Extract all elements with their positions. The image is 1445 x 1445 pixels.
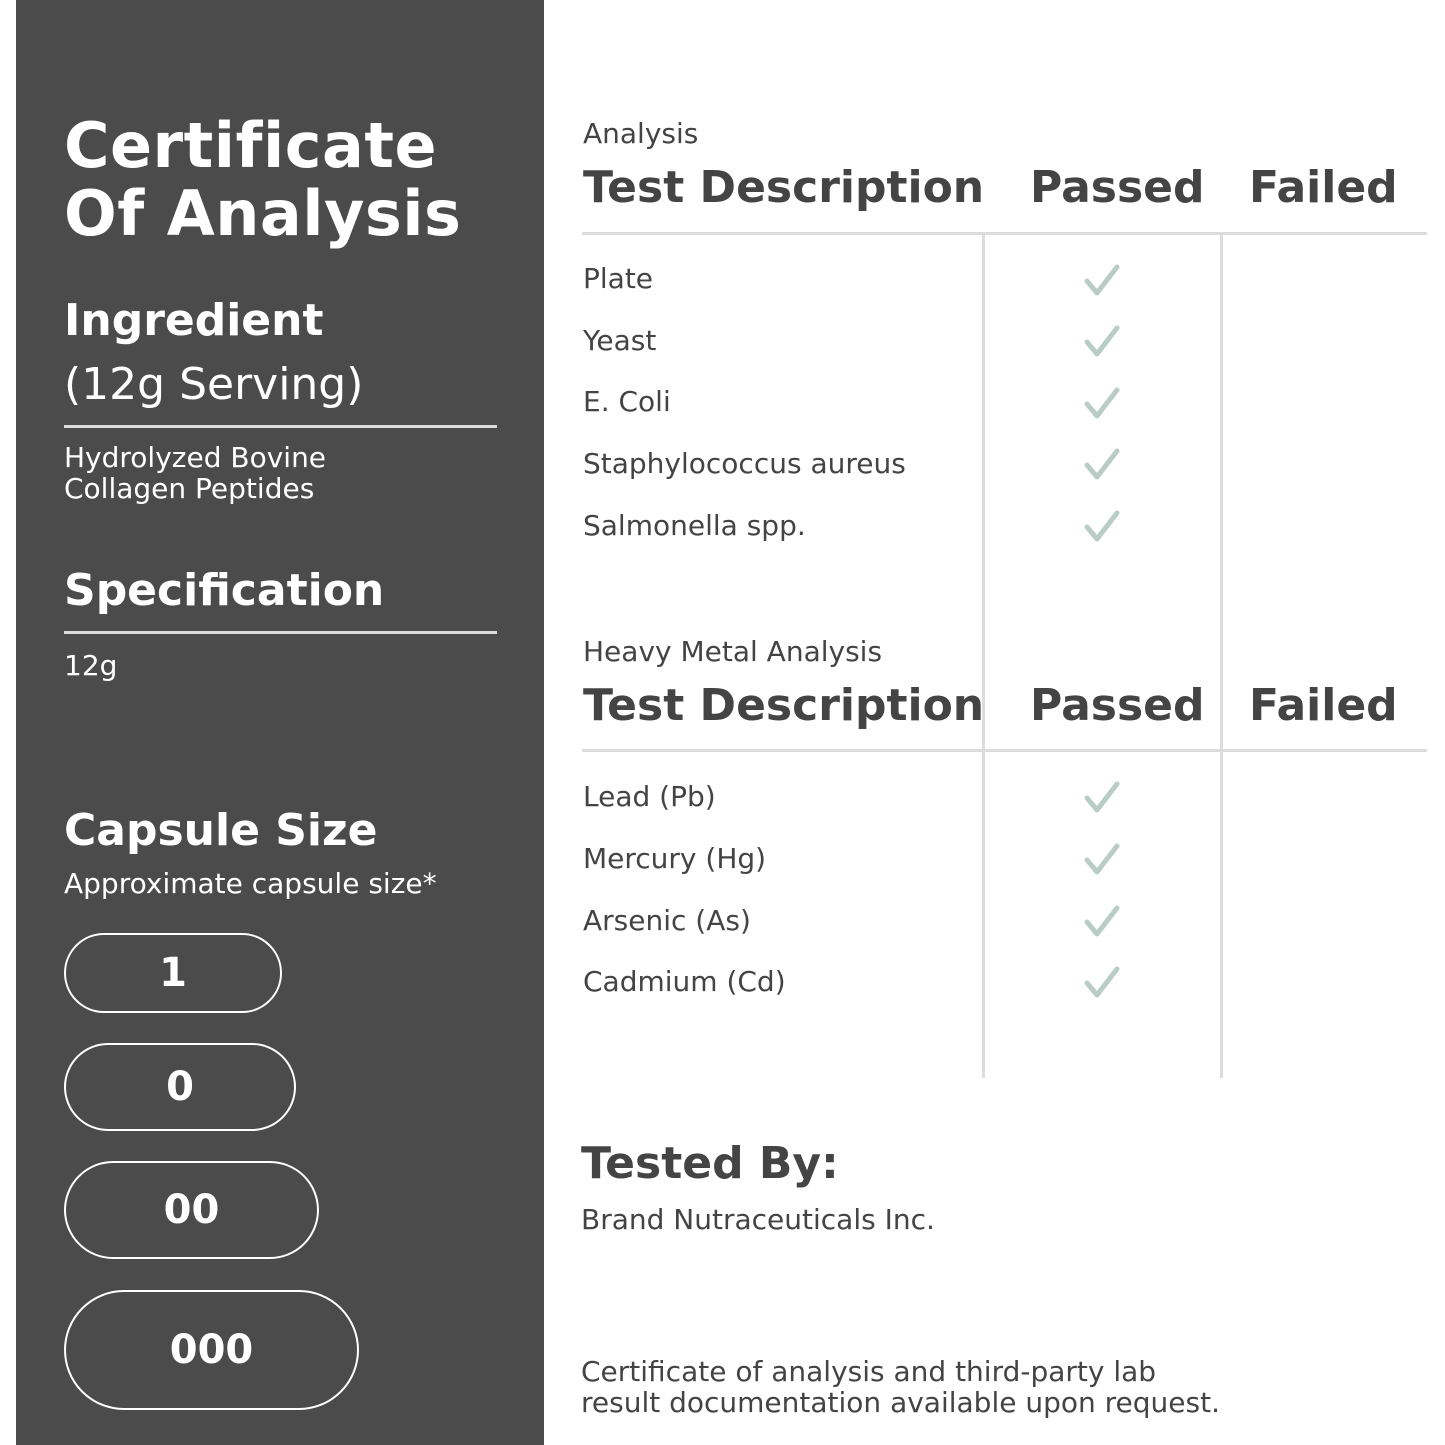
heavy-metal-col-test-description: Test Description <box>583 680 985 731</box>
heavy-metal-row-label: Arsenic (As) <box>583 904 751 937</box>
footer-note-line2: result documentation available upon request. <box>581 1386 1220 1419</box>
column-divider-passed <box>982 235 985 1078</box>
ingredient-line2: Collagen Peptides <box>64 472 315 505</box>
analysis-row-label: Staphylococcus aureus <box>583 447 906 480</box>
check-icon <box>1084 324 1120 360</box>
tested-by-company: Brand Nutraceuticals Inc. <box>581 1203 935 1236</box>
check-icon <box>1084 263 1120 299</box>
ingredient-line1: Hydrolyzed Bovine <box>64 441 327 474</box>
heavy-metal-col-failed: Failed <box>1249 680 1398 731</box>
capsule-size-0: 0 <box>64 1043 296 1131</box>
capsule-size-subheading: Approximate capsule size* <box>64 867 437 900</box>
ingredient-heading: Ingredient <box>64 295 324 346</box>
left-panel <box>16 0 544 1445</box>
footer-note-line1: Certificate of analysis and third-party lab <box>581 1355 1157 1388</box>
tested-by-heading: Tested By: <box>581 1138 839 1189</box>
analysis-row-label: Salmonella spp. <box>583 509 806 542</box>
heavy-metal-row-label: Lead (Pb) <box>583 780 716 813</box>
capsule-size-1: 1 <box>64 933 282 1013</box>
check-icon <box>1084 386 1120 422</box>
specification-value: 12g <box>64 649 118 682</box>
check-icon <box>1084 904 1120 940</box>
certificate-title-line1: Certificate <box>64 109 438 182</box>
capsule-size-heading: Capsule Size <box>64 805 378 856</box>
check-icon <box>1084 509 1120 545</box>
analysis-col-passed: Passed <box>1030 162 1205 213</box>
check-icon <box>1084 842 1120 878</box>
analysis-row-label: Plate <box>583 262 654 295</box>
specification-heading: Specification <box>64 565 385 616</box>
heavy-metal-row-label: Mercury (Hg) <box>583 842 767 875</box>
analysis-row-label: Yeast <box>583 324 657 357</box>
heavy-metal-header-divider <box>582 749 1427 752</box>
analysis-col-failed: Failed <box>1249 162 1398 213</box>
capsule-size-000: 000 <box>64 1290 359 1410</box>
check-icon <box>1084 965 1120 1001</box>
analysis-row-label: E. Coli <box>583 385 671 418</box>
heavy-metal-col-passed: Passed <box>1030 680 1205 731</box>
column-divider-failed <box>1220 235 1223 1078</box>
heavy-metal-caption: Heavy Metal Analysis <box>583 635 883 668</box>
check-icon <box>1084 780 1120 816</box>
specification-divider <box>64 631 497 634</box>
heavy-metal-row-label: Cadmium (Cd) <box>583 965 786 998</box>
ingredient-divider <box>64 425 497 428</box>
ingredient-subheading: (12g Serving) <box>64 359 364 410</box>
certificate-title-line2: Of Analysis <box>64 177 462 250</box>
capsule-size-00: 00 <box>64 1161 319 1259</box>
analysis-col-test-description: Test Description <box>583 162 985 213</box>
check-icon <box>1084 447 1120 483</box>
analysis-caption: Analysis <box>583 117 699 150</box>
analysis-header-divider <box>582 232 1427 235</box>
